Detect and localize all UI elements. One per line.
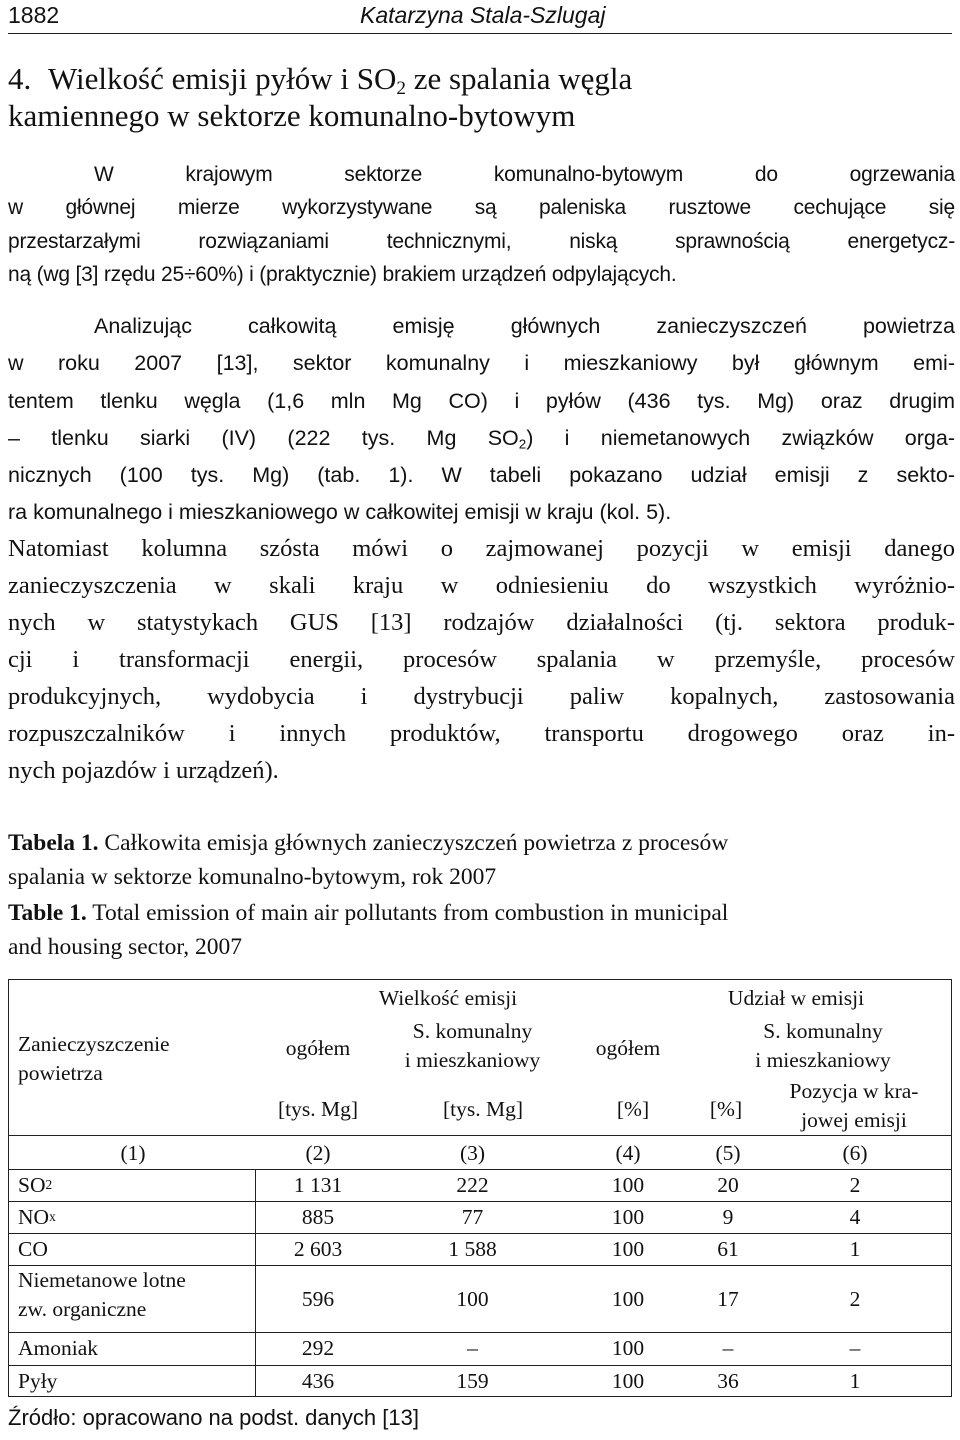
- table-cell: –: [467, 1336, 478, 1360]
- paragraph-2: [8, 308, 955, 532]
- table-rule: [8, 1135, 952, 1136]
- table-cell: 292: [301, 1336, 335, 1360]
- table-rule: [255, 1169, 256, 1397]
- section-heading: [8, 60, 952, 134]
- table-cell: 36: [717, 1368, 739, 1393]
- table-cell: 4: [849, 1204, 861, 1229]
- header-position: Pozycja w kra- jowej emisji: [789, 1079, 919, 1132]
- row-label: CO: [18, 1236, 48, 1261]
- header-unit: [%]: [709, 1096, 743, 1121]
- caption-label: Tabela 1.: [8, 830, 99, 856]
- header-unit: [tys. Mg]: [442, 1096, 524, 1121]
- caption-text: Całkowita emisja głównych zanieczyszczeń powietrza z procesów: [98, 830, 729, 856]
- table-cell: –: [722, 1336, 734, 1360]
- table-cell: 100: [611, 1172, 645, 1197]
- row-label: NO x: [18, 1204, 56, 1229]
- column-number: (6): [842, 1140, 868, 1165]
- column-number: (1): [120, 1140, 146, 1165]
- running-title: Katarzyna Stala-Szlugaj: [360, 2, 606, 28]
- header-unit: [%]: [616, 1096, 650, 1121]
- table-cell: 100: [611, 1336, 645, 1360]
- paragraph-line: zanieczyszczenia w skali kraju w odniesieniu do wszystkich wyróżnio-: [8, 572, 955, 599]
- paragraph-line: tentem tlenku węgla (1,6 mln Mg CO) i pyłów (436 tys. Mg) oraz drugim: [8, 388, 955, 413]
- table-cell: 436: [301, 1368, 335, 1393]
- table-cell: 2: [849, 1172, 861, 1197]
- table-cell: 100: [611, 1236, 645, 1261]
- table-cell: 1 588: [448, 1236, 497, 1261]
- header-total: ogółem: [285, 1035, 351, 1060]
- page-number: 1882: [8, 2, 60, 28]
- paragraph-1: [8, 158, 955, 291]
- paragraph-line: W krajowym sektorze komunalno-bytowym do ogrzewania: [94, 163, 955, 186]
- table-cell: 20: [717, 1172, 739, 1197]
- header-pollutant: Zanieczyszczenie powietrza: [18, 1032, 170, 1085]
- column-number: (3): [459, 1140, 486, 1165]
- table-cell: 100: [611, 1368, 645, 1393]
- paragraph-line: rozpuszczalników i innych produktów, transportu drogowego oraz in-: [8, 720, 955, 747]
- section-title-line2: kamiennego w sektorze komunalno-bytowym: [8, 98, 576, 133]
- paragraph-line: Natomiast kolumna szósta mówi o zajmowanej pozycji w emisji danego: [8, 535, 955, 562]
- table-cell: 1 131: [293, 1172, 343, 1197]
- header-group-share: Udział w emisji: [727, 985, 865, 1010]
- header-sector-share: S. komunalny i mieszkaniowy: [755, 1019, 891, 1072]
- emissions-table: [8, 979, 952, 1397]
- table-cell: 77: [461, 1204, 484, 1229]
- column-number: (2): [305, 1140, 331, 1165]
- table-cell: 2: [849, 1286, 861, 1311]
- table-cell: 17: [717, 1286, 739, 1311]
- row-label: SO 2: [18, 1172, 53, 1197]
- caption-text-line2: spalania w sektorze komunalno-bytowym, rok 2007: [8, 864, 497, 890]
- section-title-part2: ze spalania węgla: [405, 61, 633, 96]
- header-rule: [8, 33, 952, 34]
- paragraph-line: – tlenku siarki (IV) (222 tys. Mg $SO_2$) i niemetanowych związków orga-: [8, 425, 955, 452]
- row-label: Niemetanowe lotne zw. organiczne: [18, 1268, 186, 1321]
- table-cell: 2 603: [293, 1236, 343, 1261]
- header-sector: S. komunalny i mieszkaniowy: [404, 1019, 541, 1072]
- paragraph-line: cji i transformacji energii, procesów spalania w przemyśle, procesów: [8, 646, 955, 673]
- paragraph-line: nicznych (100 tys. Mg) (tab. 1). W tabeli pokazano udział emisji z sekto-: [8, 463, 955, 488]
- section-title-part1: Wielkość emisji pyłów i SO: [48, 61, 397, 96]
- paragraph-line: ra komunalnego i mieszkaniowego w całkowitej emisji w kraju (kol. 5).: [8, 500, 672, 525]
- paragraph-line: produkcyjnych, wydobycia i dystrybucji paliw kopalnych, zastosowania: [8, 683, 955, 710]
- table-cell: 222: [456, 1172, 489, 1197]
- table-source-note: Źródło: opracowano na podst. danych [13]: [8, 1405, 419, 1430]
- paragraph-line: przestarzałymi rozwiązaniami technicznymi, niską sprawnością energetycz-: [8, 229, 955, 253]
- table-cell: 100: [456, 1286, 489, 1311]
- table-cell: 9: [722, 1204, 734, 1229]
- table-caption-polish: [8, 826, 952, 894]
- table-cell: 100: [611, 1204, 645, 1229]
- header-group-emission: Wielkość emisji: [378, 985, 518, 1010]
- column-number: (5): [715, 1140, 741, 1165]
- paragraph-3: [8, 530, 955, 789]
- paragraph-line: nych pojazdów i urządzeń).: [8, 757, 279, 784]
- section-title-subscript: 2: [396, 77, 406, 99]
- paragraph-line: nych w statystykach GUS [13] rodzajów działalności (tj. sektora produk-: [8, 609, 955, 636]
- table-cell: 61: [717, 1236, 739, 1261]
- header-total-share: ogółem: [595, 1035, 661, 1060]
- table-cell: 1: [849, 1368, 861, 1393]
- table-cell: 596: [301, 1286, 335, 1311]
- paragraph-line: w głównej mierze wykorzystywane są paleniska rusztowe cechujące się: [8, 196, 955, 220]
- paragraph-line: w roku 2007 [13], sektor komunalny i mieszkaniowy był głównym emi-: [8, 351, 955, 376]
- row-label: Amoniak: [18, 1336, 99, 1360]
- caption-text: Total emission of main air pollutants from combustion in municipal: [86, 900, 729, 926]
- paragraph-line: Analizując całkowitą emisję głównych zanieczyszczeń powietrza: [94, 314, 955, 338]
- table-cell: –: [849, 1336, 861, 1360]
- table-caption-english: [8, 896, 952, 964]
- table-cell: 100: [611, 1286, 645, 1311]
- table-cell: 1: [849, 1236, 861, 1261]
- table-cell: 885: [301, 1204, 335, 1229]
- header-unit: [tys. Mg]: [277, 1096, 359, 1121]
- row-label: Pyły: [18, 1368, 58, 1393]
- section-number: 4.: [8, 61, 32, 96]
- column-number: (4): [615, 1140, 641, 1165]
- page-header: [8, 0, 952, 34]
- table-cell: 159: [456, 1368, 489, 1393]
- paragraph-line: ną (wg [3] rzędu 25÷60%) i (praktycznie) brakiem urządzeń odpylających.: [8, 262, 677, 286]
- caption-text-line2: and housing sector, 2007: [8, 934, 243, 960]
- caption-label: Table 1.: [8, 900, 87, 926]
